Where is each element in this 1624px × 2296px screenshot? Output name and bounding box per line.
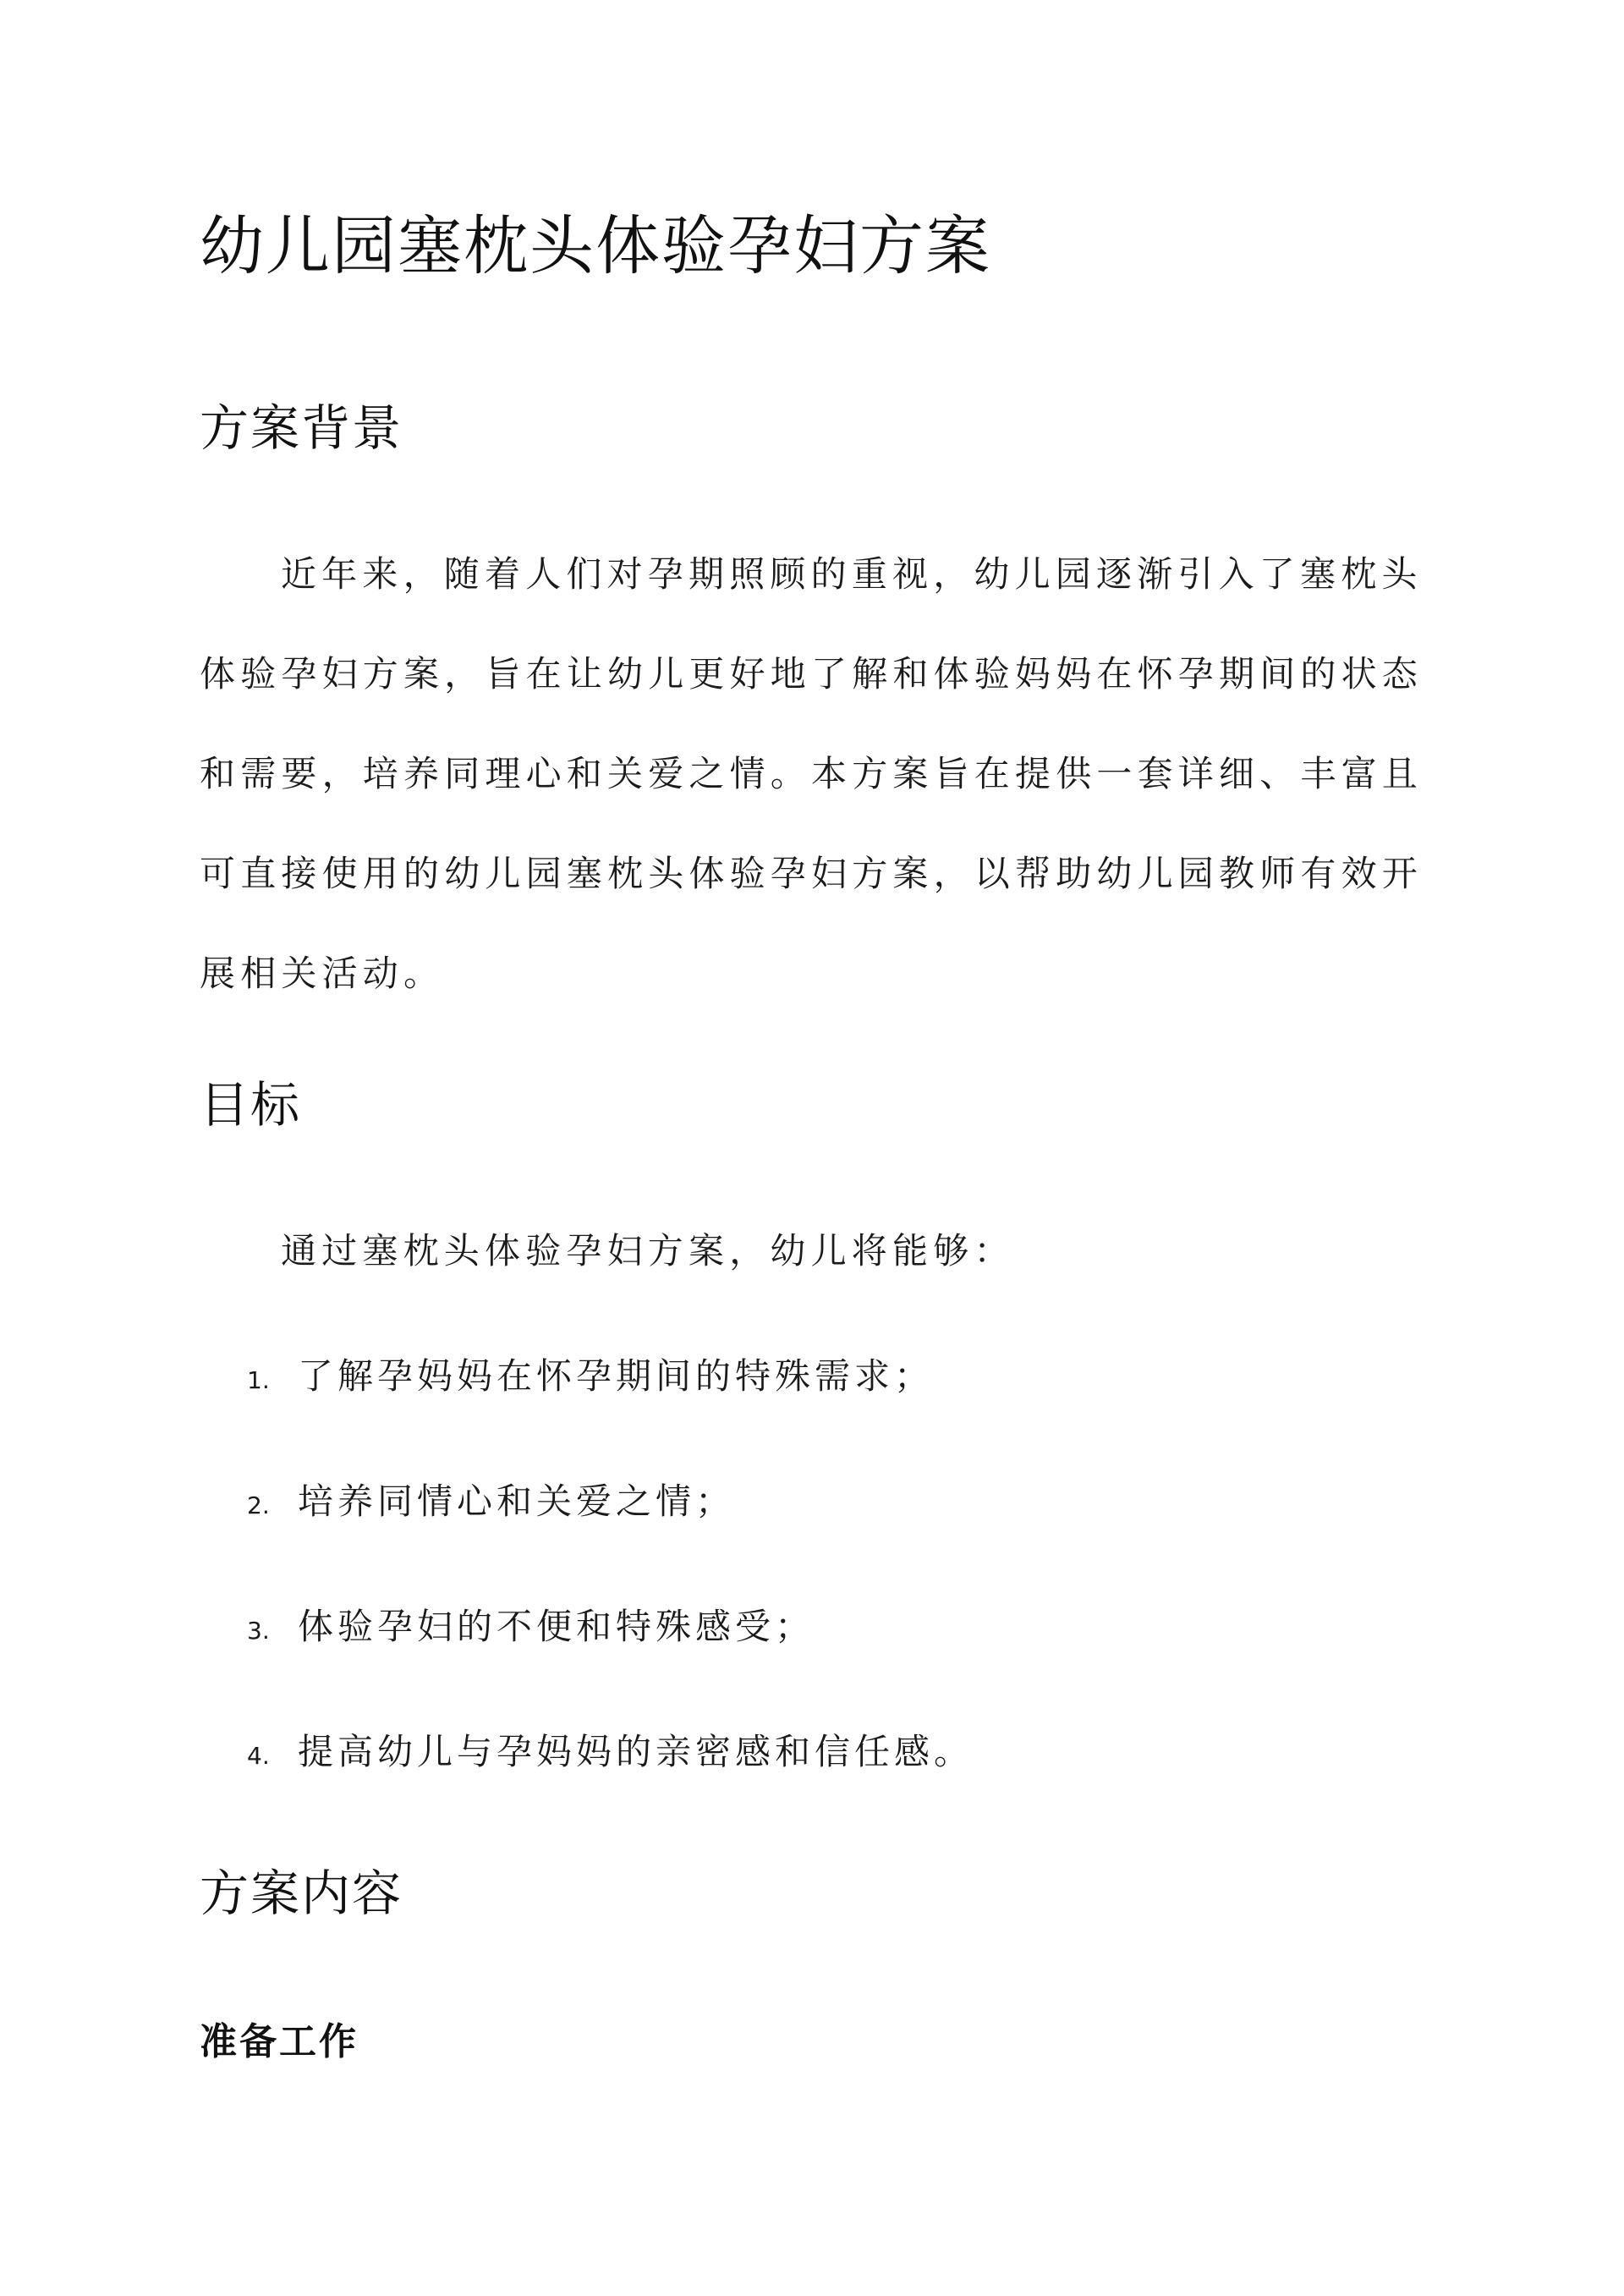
list-item-number: 2. [247,1491,270,1519]
list-item-text: 了解孕妈妈在怀孕期间的特殊需求； [298,1355,935,1397]
list-item [247,1327,974,1452]
section-heading-background: 方案背景 [200,399,403,457]
subsection-heading-preparation: 准备工作 [200,2020,359,2063]
list-item [247,1577,974,1702]
list-item-text: 提高幼儿与孕妈妈的亲密感和信任感。 [298,1731,974,1772]
background-paragraph: 近年来，随着人们对孕期照顾的重视，幼儿园逐渐引入了塞枕头体验孕妇方案，旨在让幼儿更好地了解和体验妈妈在怀孕期间的状态和需要，培养同理心和关爱之情。本方案旨在提供一套详细、丰富且可直接使用的幼儿园塞枕头体验孕妇方案，以帮助幼儿园教师有效开展相关活动。 [200,553,1424,994]
list-item-text: 体验孕妇的不便和特殊感受； [298,1606,815,1647]
section-heading-content: 方案内容 [200,1865,403,1922]
list-item-text: 培养同情心和关爱之情； [298,1480,736,1522]
goals-list [247,1327,974,1827]
list-item [247,1702,974,1827]
list-item-number: 4. [247,1742,270,1770]
section-heading-goals: 目标 [200,1076,302,1134]
document-title: 幼儿园塞枕头体验孕妇方案 [200,208,991,283]
list-item-number: 1. [247,1366,270,1394]
list-item [247,1452,974,1577]
goals-intro: 通过塞枕头体验孕妇方案，幼儿将能够： [281,1230,1015,1272]
list-item-number: 3. [247,1617,270,1645]
